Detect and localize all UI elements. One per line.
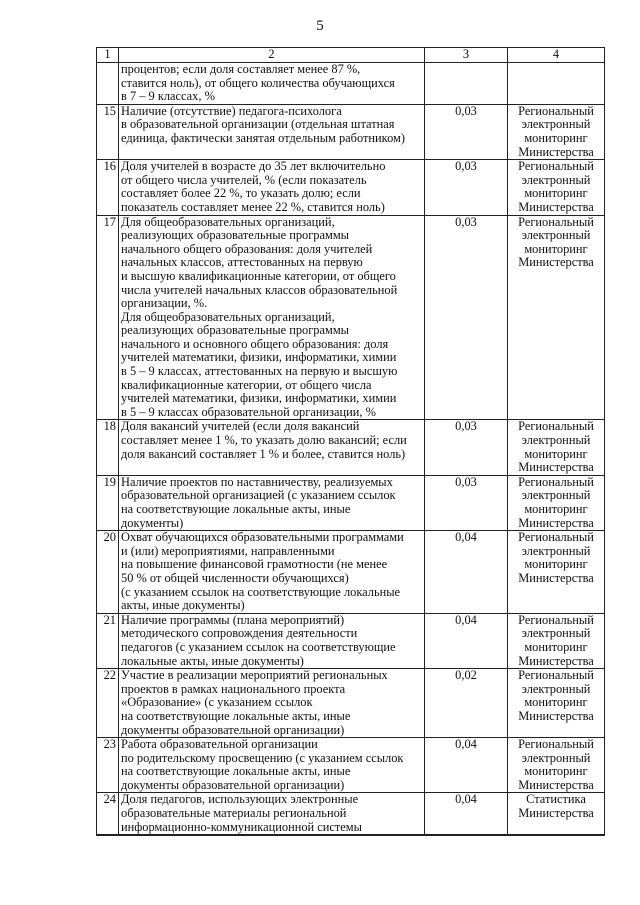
data-source [508,835,605,836]
table-row [97,160,605,215]
row-number: 15 [97,104,119,159]
data-source [508,215,605,420]
data-source [508,104,605,159]
row-number [97,835,119,836]
data-source [508,669,605,738]
table-row [97,420,605,475]
indicator-weight: 0,04 [425,738,508,793]
data-source [508,613,605,668]
header-cell-4: 4 [508,48,605,63]
row-number: 23 [97,738,119,793]
table-row [97,104,605,159]
indicator-weight: 0,03 [425,420,508,475]
row-number: 21 [97,613,119,668]
indicator-weight: 0,04 [425,793,508,835]
data-source [508,531,605,614]
indicator-description: Наличие (отсутствие) педагога-психолога в образовательной организации (отдельная штатная единица, фактически занятая отдельным работником) [119,104,425,159]
header-cell-2: 2 [119,48,425,63]
table-row [97,835,605,836]
data-source-text: Региональный электронный мониторинг Министерства [518,530,594,585]
table-row [97,475,605,530]
data-source-text: Региональный электронный мониторинг Министерства [518,104,594,159]
row-number: 20 [97,531,119,614]
data-source [508,63,605,105]
indicator-description: Доля вакансий учителей (если доля вакансий составляет менее 1 %, то указать долю вакансий; если доля вакансий составляет 1 % и более, ставится ноль) [119,420,425,475]
row-number: 24 [97,793,119,835]
page-number: 5 [316,18,324,34]
table-row [97,613,605,668]
indicator-description: Доля учителей в возрасте до 35 лет включительно от общего числа учителей, % (если показатель составляет более 22 %, то указать долю; если показатель составляет менее 22 %, ставится ноль) [119,160,425,215]
indicator-weight: 0,04 [425,613,508,668]
table-row [97,669,605,738]
table-header-row [97,48,605,63]
row-number: 19 [97,475,119,530]
row-number: 16 [97,160,119,215]
table-row [97,738,605,793]
indicator-weight: 0,02 [425,669,508,738]
indicator-description [119,835,425,836]
data-source-text: Статистика Министерства [518,792,594,821]
data-source [508,475,605,530]
data-source-text: Региональный электронный мониторинг Министерства [518,475,594,530]
data-source-text: Региональный электронный мониторинг Министерства [518,159,594,214]
indicator-description: Охват обучающихся образовательными программами и (или) мероприятиями, направленными на повышение финансовой грамотности (не менее 50 % от общей численности обучающихся) (с указанием ссылок на соответствующие локальные акты, иные документы) [119,531,425,614]
data-source-text: Региональный электронный мониторинг Министерства [518,737,594,792]
indicator-description: Доля педагогов, использующих электронные образовательные материалы региональной информационно-коммуникационной системы [119,793,425,835]
indicator-weight: 0,03 [425,160,508,215]
table-row [97,793,605,835]
data-source-text: Региональный электронный мониторинг Министерства [518,419,594,475]
indicator-weight: 0,04 [425,531,508,614]
indicator-weight: 0,03 [425,475,508,530]
data-source [508,160,605,215]
indicators-table [96,47,605,836]
indicator-weight [425,63,508,105]
indicator-weight [425,835,508,836]
indicator-description: Работа образовательной организации по родительскому просвещению (с указанием ссылок на соответствующие локальные акты, иные документы образовательной организации) [119,738,425,793]
header-cell-3: 3 [425,48,508,63]
row-number: 22 [97,669,119,738]
data-source-text: Региональный электронный мониторинг Министерства [518,613,594,668]
row-number: 17 [97,215,119,420]
header-cell-1: 1 [97,48,119,63]
row-number [97,63,119,105]
table-row [97,531,605,614]
table-row [97,215,605,420]
data-source [508,738,605,793]
data-source-text: Региональный электронный мониторинг Министерства [518,668,594,723]
data-source [508,793,605,835]
data-source [508,420,605,475]
data-source-text: Региональный электронный мониторинг Министерства [518,215,594,270]
indicator-description: Наличие проектов по наставничеству, реализуемых образовательной организацией (с указанием ссылок на соответствующие локальные акты, иные документы) [119,475,425,530]
indicator-description: Для общеобразовательных организаций, реализующих образовательные программы начального общего образования: доля учителей начальных классов, аттестованных на первую и высшую квалификационные категории, от общего числа учителей начальных классов образовательной организации, %. Для общеобразовательных организаций, реализующих образовательные программы начального и основного общего образования: доля учителей математики, физики, информатики, химии в 5 – 9 классах, аттестованных на первую и высшую квалификационные категории, от общего числа учителей математики, физики, информатики, химии в 5 – 9 классах образовательной организации, % [119,215,425,420]
indicator-weight: 0,03 [425,215,508,420]
table-row [97,63,605,105]
indicator-description: Участие в реализации мероприятий региональных проектов в рамках национального проекта «Образование» (с указанием ссылок на соответствующие локальные акты, иные документы образовательной организации) [119,669,425,738]
indicator-weight: 0,03 [425,104,508,159]
indicator-description: Наличие программы (плана мероприятий) методического сопровождения деятельности педагогов (с указанием ссылок на соответствующие локальные акты, иные документы) [119,613,425,668]
row-number: 18 [97,420,119,475]
indicator-description: процентов; если доля составляет менее 87 %, ставится ноль), от общего количества обучающихся в 7 – 9 классах, % [119,63,425,105]
